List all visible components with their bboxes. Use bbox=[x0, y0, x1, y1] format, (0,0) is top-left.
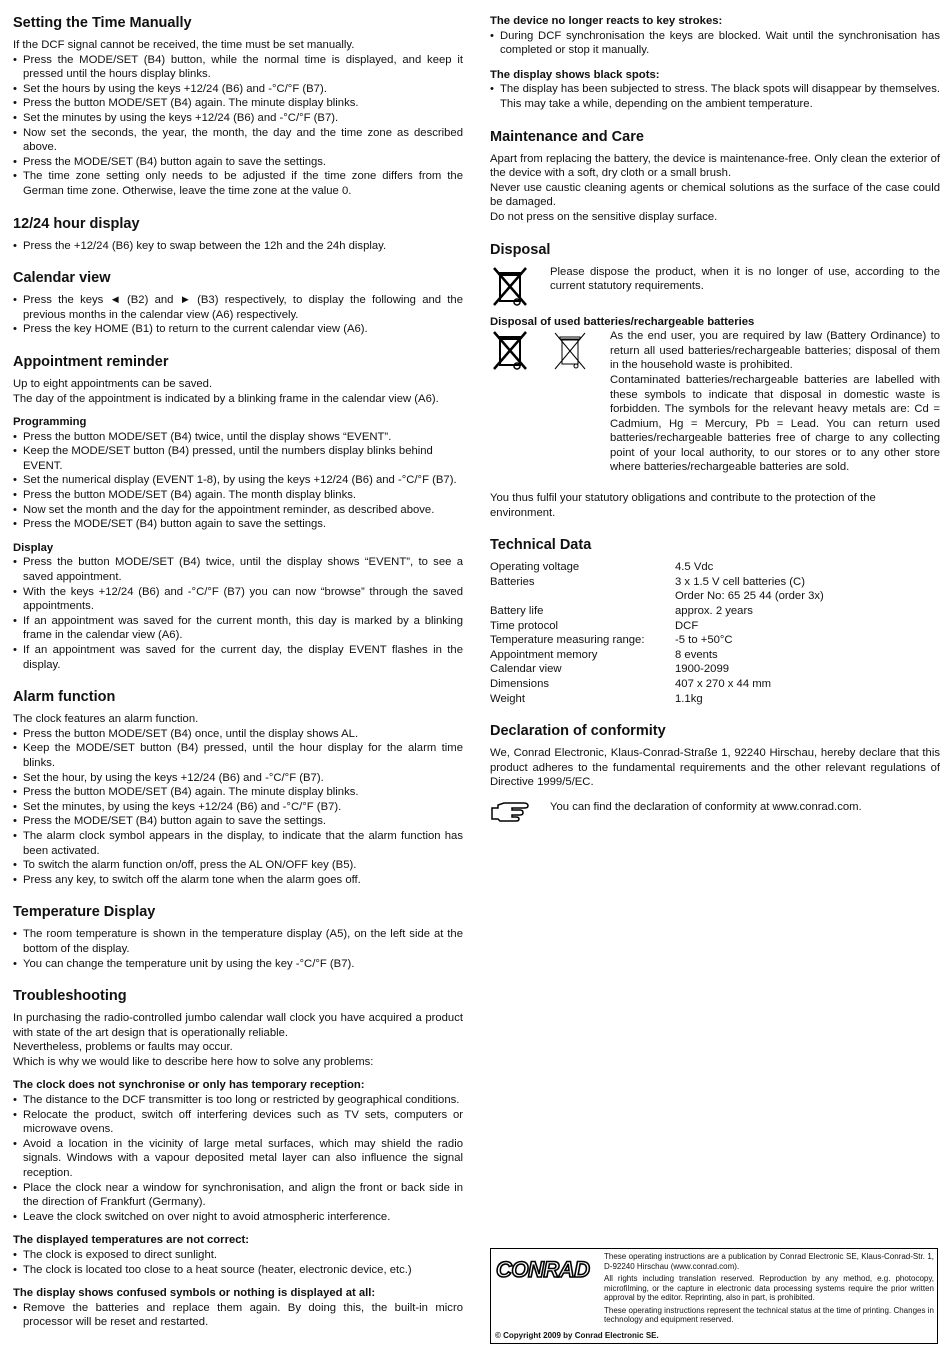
section-appointment bbox=[13, 353, 463, 672]
disposal-row bbox=[490, 265, 940, 309]
list-item: • The clock is located too close to a heat source (heater, electronic device, etc.) bbox=[13, 1263, 463, 1278]
paragraph: You can find the declaration of conformity at www.conrad.com. bbox=[550, 800, 862, 813]
section-maintenance bbox=[490, 128, 940, 225]
paragraph: Up to eight appointments can be saved. bbox=[13, 377, 213, 390]
section-troubleshooting bbox=[13, 987, 463, 1330]
section-time-manual bbox=[13, 14, 463, 199]
list-item: • The alarm clock symbol appears in the display, to indicate that the alarm function has been activated. bbox=[13, 829, 463, 858]
tech-value: 407 x 270 x 44 mm bbox=[675, 678, 772, 690]
list-item: • To switch the alarm function on/off, press the AL ON/OFF key (B5). bbox=[13, 858, 463, 873]
tech-label: Operating voltage bbox=[490, 561, 580, 574]
bullet-list bbox=[13, 555, 463, 672]
section-disposal bbox=[490, 241, 940, 521]
bullet-list bbox=[13, 53, 463, 199]
list-item: • The time zone setting only needs to be adjusted if the time zone differs from the German time zone. Otherwise, leave the time zone at the value 0. bbox=[13, 169, 463, 198]
tech-value: -5 to +50°C bbox=[675, 634, 733, 647]
list-item: • Relocate the product, switch off interfering devices such as TV sets, computers or microwave ovens. bbox=[13, 1108, 463, 1137]
conformity-note bbox=[490, 800, 940, 822]
list-item: • The clock is exposed to direct sunlight. bbox=[13, 1248, 463, 1263]
tech-label: Temperature measuring range: bbox=[490, 634, 645, 647]
paragraph: Do not press on the sensitive display surface. bbox=[490, 210, 718, 223]
list-item: • Press the button MODE/SET (B4) again. The month display blinks. bbox=[13, 488, 463, 503]
tech-value: DCF bbox=[675, 619, 699, 632]
tech-value: 3 x 1.5 V cell batteries (C) bbox=[675, 575, 805, 588]
tech-label bbox=[490, 589, 675, 604]
bullet-list bbox=[490, 29, 940, 58]
bullet-list bbox=[13, 1093, 463, 1224]
list-item: • Place the clock near a window for synchronisation, and align the front or back side in the direction of Frankfurt (Germany). bbox=[13, 1181, 463, 1210]
tech-label: Weight bbox=[490, 692, 525, 705]
conrad-logo bbox=[496, 1257, 591, 1283]
section-title: Declaration of conformity bbox=[490, 723, 666, 740]
subsection-title: The device no longer reacts to key strokes: bbox=[490, 15, 723, 27]
section-title: Appointment reminder bbox=[13, 353, 169, 370]
list-item: • Press the button MODE/SET (B4) once, until the display shows AL. bbox=[13, 727, 463, 742]
paragraph: The day of the appointment is indicated by a blinking frame in the calendar view (A6). bbox=[13, 392, 439, 405]
list-item: • The room temperature is shown in the temperature display (A5), on the left side at the bottom of the display. bbox=[13, 927, 463, 956]
crossed-bin-icon bbox=[490, 329, 530, 373]
list-item: • The distance to the DCF transmitter is too long or restricted by geographical conditions. bbox=[13, 1093, 463, 1108]
tech-label: Dimensions bbox=[490, 678, 550, 690]
list-item: • Press the button MODE/SET (B4) twice, until the display shows “EVENT”. bbox=[13, 430, 463, 445]
bullet-list bbox=[490, 82, 940, 111]
bullet-list bbox=[13, 927, 463, 971]
footer-text bbox=[604, 1252, 934, 1328]
list-item: • Press the button MODE/SET (B4) twice, until the display shows “EVENT”, to see a saved appointment. bbox=[13, 555, 463, 584]
list-item: • Press the keys ◄ (B2) and ► (B3) respectively, to display the following and the previous months in the calendar view (A6) respectively. bbox=[13, 293, 463, 322]
tech-value: approx. 2 years bbox=[675, 605, 753, 618]
paragraph: Which is why we would like to describe here how to solve any problems: bbox=[13, 1055, 374, 1068]
paragraph: These operating instructions are a publication by Conrad Electronic SE, Klaus-Conrad-Str. 1, D-92240 Hirschau (www.conrad.com). bbox=[604, 1252, 934, 1271]
trouble-spots bbox=[490, 68, 940, 112]
crossed-bin-icon bbox=[490, 265, 530, 309]
left-column bbox=[13, 14, 463, 1346]
tech-label: Time protocol bbox=[490, 619, 559, 632]
list-item: • Keep the MODE/SET button (B4) pressed, until the hour display for the alarm time blinks. bbox=[13, 741, 463, 770]
bullet-list bbox=[13, 1248, 463, 1277]
section-title: Alarm function bbox=[13, 689, 116, 706]
trouble-keys bbox=[490, 14, 940, 58]
list-item: • Press the +12/24 (B6) key to swap between the 12h and the 24h display. bbox=[13, 239, 463, 254]
list-item: • Leave the clock switched on over night to avoid atmospheric interference. bbox=[13, 1210, 463, 1225]
section-title: Technical Data bbox=[490, 537, 592, 554]
tech-value: Order No: 65 25 44 (order 3x) bbox=[675, 590, 824, 603]
tech-data-table bbox=[490, 560, 940, 706]
list-item: • Press the MODE/SET (B4) button again to save the settings. bbox=[13, 814, 463, 829]
paragraph: These operating instructions represent the technical status at the time of printing. Changes in technology and equipment reserved. bbox=[604, 1305, 934, 1324]
tech-value: 8 events bbox=[675, 648, 718, 661]
battery-disposal-block bbox=[490, 329, 940, 475]
section-calendar-view bbox=[13, 269, 463, 337]
paragraph: If the DCF signal cannot be received, the time must be set manually. bbox=[13, 39, 355, 51]
list-item: • Press the MODE/SET (B4) button again to save the settings. bbox=[13, 155, 463, 170]
section-title: 12/24 hour display bbox=[13, 215, 140, 232]
paragraph: You thus fulfil your statutory obligations and contribute to the protection of the environment. bbox=[490, 492, 876, 519]
list-item: • Set the minutes, by using the keys +12/24 (B6) and -°C/°F (B7). bbox=[13, 800, 463, 815]
list-item: • Remove the batteries and replace them again. By doing this, the built-in micro processor will be reset and restarted. bbox=[13, 1301, 463, 1330]
bullet-list bbox=[13, 239, 463, 254]
paragraph: In purchasing the radio-controlled jumbo calendar wall clock you have acquired a product with state of the art design that is operationally reliable. bbox=[13, 1012, 463, 1039]
tech-label: Batteries bbox=[490, 575, 535, 588]
section-title: Temperature Display bbox=[13, 904, 156, 921]
list-item: • If an appointment was saved for the current day, the display EVENT flashes in the display. bbox=[13, 643, 463, 672]
section-title: Maintenance and Care bbox=[490, 128, 644, 145]
list-item: • Now set the month and the day for the appointment reminder, as described above. bbox=[13, 503, 463, 518]
list-item: • Now set the seconds, the year, the month, the day and the time zone as described above. bbox=[13, 126, 463, 155]
section-hour-display bbox=[13, 215, 463, 254]
bullet-list bbox=[13, 727, 463, 888]
section-title: Disposal bbox=[490, 241, 551, 258]
tech-value: 1.1kg bbox=[675, 692, 703, 705]
paragraph: Contaminated batteries/rechargeable batteries are labelled with these symbols to indicate that disposal in domestic waste is forbidden. The symbols for the relevant heavy metals are: Cd = Cadmium, Hg = Mercury, Pb = Lead. You can return used batteries/rechargeable batteries free of charge to any collecting point of your local authority, to our stores or to any other store where batteries/rechargeable batteries are sold. bbox=[610, 373, 940, 474]
section-title: Setting the Time Manually bbox=[13, 15, 192, 31]
tech-value: 4.5 Vdc bbox=[675, 561, 714, 574]
list-item: • The display has been subjected to stress. The black spots will disappear by themselves. This may take a while, depending on the ambient temperature. bbox=[490, 82, 940, 111]
subsection-title: The display shows confused symbols or nothing is displayed at all: bbox=[13, 1287, 376, 1300]
subsection-title: The clock does not synchronise or only has temporary reception: bbox=[13, 1079, 365, 1092]
section-title: Troubleshooting bbox=[13, 988, 127, 1005]
list-item: • Press the MODE/SET (B4) button, while the normal time is displayed, and keep it pressed until the hours display blinks. bbox=[13, 53, 463, 82]
tech-label: Battery life bbox=[490, 605, 544, 618]
battery-icons bbox=[490, 329, 610, 373]
list-item: • Press any key, to switch off the alarm tone when the alarm goes off. bbox=[13, 873, 463, 888]
publisher-footer bbox=[490, 1248, 938, 1344]
paragraph: Nevertheless, problems or faults may occur. bbox=[13, 1041, 233, 1054]
section-alarm bbox=[13, 688, 463, 887]
list-item: • Set the numerical display (EVENT 1-8), by using the keys +12/24 (B6) and -°C/°F (B7). bbox=[13, 473, 463, 488]
list-item: • During DCF synchronisation the keys are blocked. Wait until the synchronisation has completed or stop it manually. bbox=[490, 29, 940, 58]
bullet-list bbox=[13, 430, 463, 532]
right-column bbox=[490, 14, 940, 822]
tech-label: Appointment memory bbox=[490, 648, 598, 661]
paragraph: All rights including translation reserved. Reproduction by any method, e.g. photocopy, microfilming, or the capture in electronic data processing systems require the prior written approval by the editor. Reprinting, also in part, is prohibited. bbox=[604, 1274, 934, 1302]
paragraph: The clock features an alarm function. bbox=[13, 713, 199, 726]
pointing-hand-icon bbox=[490, 800, 530, 822]
paragraph: As the end user, you are required by law (Battery Ordinance) to return all used batteries/rechargeable batteries; disposal of them in the household waste is prohibited. bbox=[610, 330, 940, 372]
section-title: Calendar view bbox=[13, 270, 111, 287]
list-item: • You can change the temperature unit by using the key -°C/°F (B7). bbox=[13, 957, 463, 972]
list-item: • If an appointment was saved for the current month, this day is marked by a blinking frame in the calendar view (A6). bbox=[13, 614, 463, 643]
subsection-title: The display shows black spots: bbox=[490, 68, 660, 81]
section-technical-data bbox=[490, 536, 940, 706]
list-item: • Set the minutes by using the keys +12/24 (B6) and -°C/°F (B7). bbox=[13, 111, 463, 126]
section-conformity bbox=[490, 722, 940, 822]
logo-text: CONRAD bbox=[496, 1257, 590, 1282]
list-item: • Avoid a location in the vicinity of large metal surfaces, which may shield the radio signals. Windows with a vapour deposited metal layer can also influence the signal reception. bbox=[13, 1137, 463, 1181]
battery-text bbox=[610, 329, 940, 475]
tech-label: Calendar view bbox=[490, 663, 562, 676]
copyright: © Copyright 2009 by Conrad Electronic SE. bbox=[495, 1330, 659, 1340]
paragraph: Please dispose the product, when it is no longer of use, according to the current statutory requirements. bbox=[550, 265, 940, 293]
subsection-title: Disposal of used batteries/rechargeable batteries bbox=[490, 315, 755, 328]
section-temperature bbox=[13, 903, 463, 971]
list-item: • Press the button MODE/SET (B4) again. The minute display blinks. bbox=[13, 785, 463, 800]
bullet-list bbox=[13, 293, 463, 337]
list-item: • With the keys +12/24 (B6) and -°C/°F (B7) you can now “browse” through the saved appointments. bbox=[13, 585, 463, 614]
subsection-title: The displayed temperatures are not correct: bbox=[13, 1234, 250, 1247]
list-item: • Set the hours by using the keys +12/24 (B6) and -°C/°F (B7). bbox=[13, 82, 463, 97]
paragraph: Apart from replacing the battery, the device is maintenance-free. Only clean the exterior of the device with a soft, dry cloth or a small brush. bbox=[490, 152, 940, 180]
tech-value: 1900-2099 bbox=[675, 663, 730, 676]
paragraph: We, Conrad Electronic, Klaus-Conrad-Straße 1, 92240 Hirschau, hereby declare that this product adheres to the fundamental requirements and the other relevant regulations of Directive 1999/5/EC. bbox=[490, 747, 940, 789]
paragraph: Never use caustic cleaning agents or chemical solutions as the surface of the case could be damaged. bbox=[490, 181, 940, 209]
subsection-title: Programming bbox=[13, 416, 87, 429]
list-item: • Keep the MODE/SET button (B4) pressed, until the numbers display blinks behind EVENT. bbox=[13, 444, 463, 473]
list-item: • Press the key HOME (B1) to return to the current calendar view (A6). bbox=[13, 322, 463, 337]
list-item: • Set the hour, by using the keys +12/24 (B6) and -°C/°F (B7). bbox=[13, 771, 463, 786]
list-item: • Press the button MODE/SET (B4) again. The minute display blinks. bbox=[13, 96, 463, 111]
crossed-bin-outline-icon bbox=[550, 329, 590, 373]
bullet-list bbox=[13, 1301, 463, 1330]
subsection-title: Display bbox=[13, 541, 54, 554]
list-item: • Press the MODE/SET (B4) button again to save the settings. bbox=[13, 517, 463, 532]
